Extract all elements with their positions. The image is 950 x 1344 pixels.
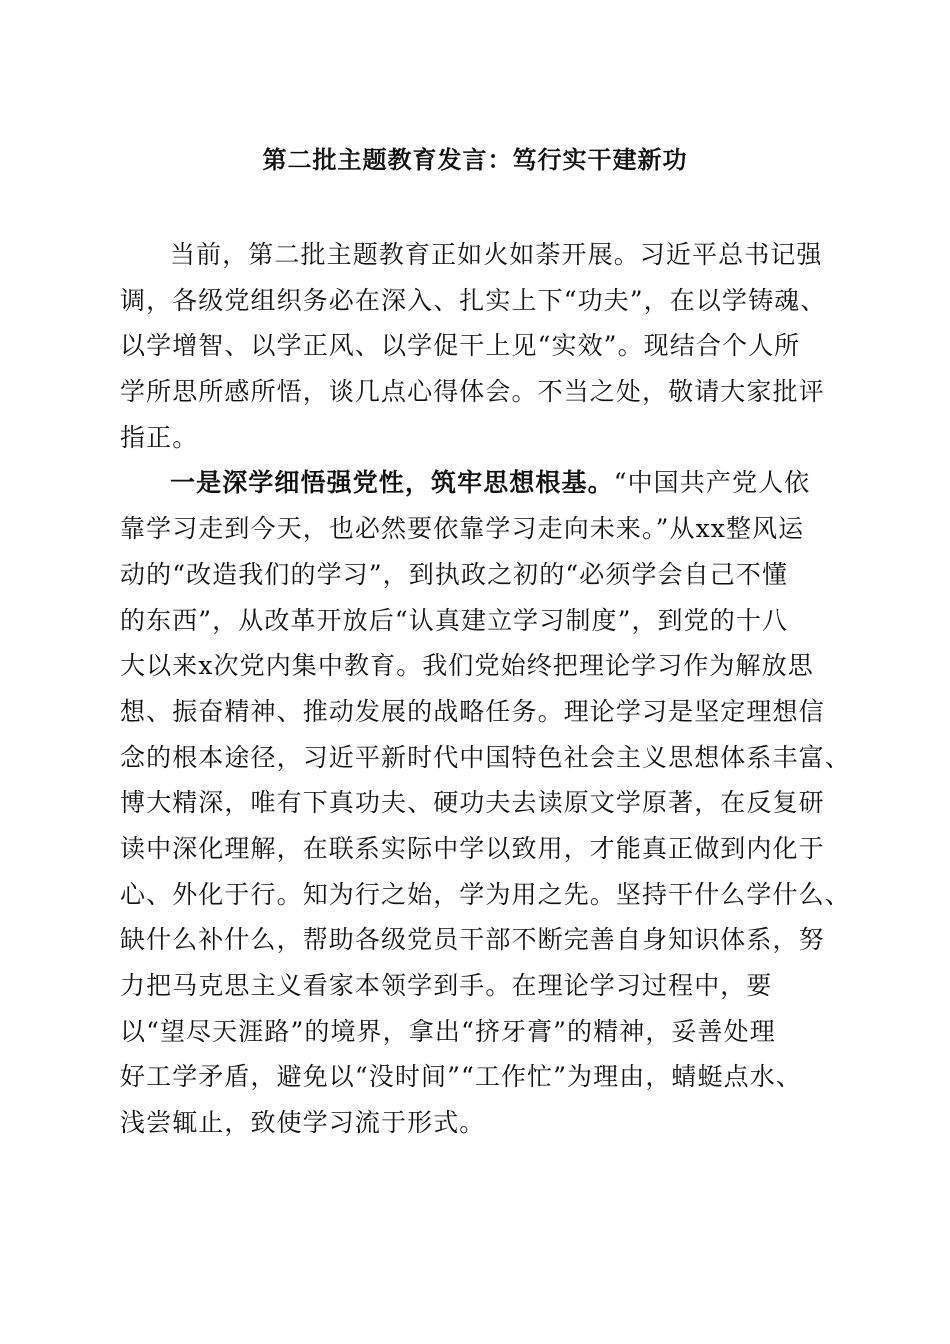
paragraph-2-line-2: 靠学习走到今天，也必然要依靠学习走向未来。”从xx整风运 (120, 514, 805, 544)
paragraph-1-line-5: 指正。 (120, 422, 199, 452)
paragraph-2-line-3: 动的“改造我们的学习”，到执政之初的“必须学会自己不懂 (120, 559, 789, 589)
paragraph-1 (120, 232, 836, 460)
paragraph-2 (120, 460, 851, 1145)
paragraph-2-line-9: 读中深化理解，在联系实际中学以致用，才能真正做到内化于 (120, 833, 825, 863)
paragraph-2-line-14: 好工学矛盾，避免以“没时间”“工作忙”为理由，蜻蜓点水、 (120, 1062, 802, 1092)
paragraph-2-line-13: 以“望尽天涯路”的境界，拿出“挤牙膏”的精神，妥善处理 (120, 1016, 776, 1046)
paragraph-2-line-4: 的东西”，从改革开放后“认真建立学习制度”，到党的十八 (120, 605, 789, 635)
paragraph-1-line-4: 学所思所感所悟，谈几点心得体会。不当之处，敬请大家批评 (120, 377, 825, 407)
paragraph-2-line-5: 大以来x次党内集中教育。我们党始终把理论学习作为解放思 (120, 651, 814, 681)
document-body (120, 232, 851, 1146)
paragraph-1-line-3: 以学增智、以学正风、以学促干上见“实效”。现结合个人所 (120, 331, 801, 361)
paragraph-2-line-1 (120, 460, 836, 506)
paragraph-2-line-12: 力把马克思主义看家本领学到手。在理论学习过程中，要 (120, 971, 773, 1000)
paragraph-2-line-1-rest: “中国共产党人依 (613, 468, 811, 498)
paragraph-2-line-11: 缺什么补什么，帮助各级党员干部不断完善自身知识体系，努 (120, 925, 825, 955)
document-title: 第二批主题教育发言：笃行实干建新功 (262, 145, 688, 174)
paragraph-2-lead-heading: 一是深学细悟强党性，筑牢思想根基。 (170, 468, 614, 498)
paragraph-1-line-1: 当前，第二批主题教育正如火如荼开展。习近平总书记强 (170, 240, 823, 269)
paragraph-2-line-6: 想、振奋精神、推动发展的战略任务。理论学习是坚定理想信 (120, 696, 825, 726)
paragraph-1-line-2: 调，各级党组织务必在深入、扎实上下“功夫”，在以学铸魂、 (120, 285, 827, 315)
paragraph-2-line-15: 浅尝辄止，致使学习流于形式。 (120, 1108, 486, 1138)
paragraph-2-line-7: 念的根本途径，习近平新时代中国特色社会主义思想体系丰富、 (120, 742, 851, 772)
paragraph-2-line-10: 心、外化于行。知为行之始，学为用之先。坚持干什么学什么、 (120, 879, 851, 909)
paragraph-2-line-8: 博大精深，唯有下真功夫、硬功夫去读原文学原著，在反复研 (120, 788, 825, 818)
